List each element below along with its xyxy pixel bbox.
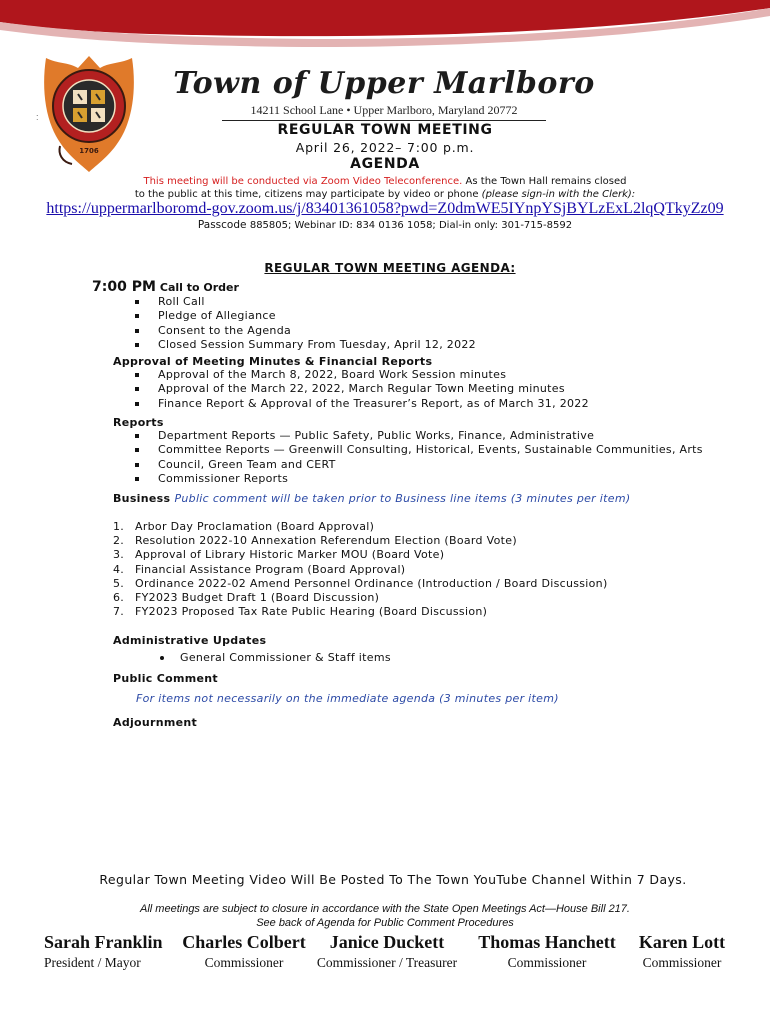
business-heading-line bbox=[113, 492, 733, 505]
passcode-details: 885805; Webinar ID: 834 0136 1058; Dial-in only: 301-715-8592 bbox=[249, 220, 573, 231]
list-item: Closed Session Summary From Tuesday, April 12, 2022 bbox=[113, 338, 733, 352]
agenda-label: AGENDA bbox=[350, 156, 420, 172]
seal-year: 1706 bbox=[79, 147, 99, 155]
public-comment-heading: Public Comment bbox=[113, 672, 218, 685]
zoom-notice-line2 bbox=[0, 189, 770, 200]
minutes-heading: Approval of Meeting Minutes & Financial Reports bbox=[113, 355, 433, 368]
official-entry bbox=[312, 932, 462, 971]
official-role: Commissioner bbox=[642, 955, 722, 970]
reports-section bbox=[113, 416, 733, 487]
call-to-order-list bbox=[113, 295, 733, 353]
official-entry bbox=[180, 932, 308, 971]
list-item: Committee Reports — Greenwill Consulting, Historical, Events, Sustainable Communities, Arts bbox=[113, 443, 733, 457]
list-item: Finance Report & Approval of the Treasurer’s Report, as of March 31, 2022 bbox=[113, 397, 733, 411]
zoom-notice-red: This meeting will be conducted via Zoom Video Teleconference. bbox=[143, 176, 463, 187]
official-name: Karen Lott bbox=[638, 932, 726, 952]
zoom-notice-line1 bbox=[0, 176, 770, 187]
list-item: Department Reports — Public Safety, Public Works, Finance, Administrative bbox=[113, 429, 733, 443]
call-to-order-label: Call to Order bbox=[159, 281, 239, 294]
agenda-heading: REGULAR TOWN MEETING AGENDA: bbox=[264, 261, 516, 275]
town-title: Town of Upper Marlboro bbox=[173, 66, 595, 101]
list-item: 3. Approval of Library Historic Marker MOU (Board Vote) bbox=[113, 548, 445, 562]
list-item: Approval of the March 22, 2022, March Regular Town Meeting minutes bbox=[113, 382, 733, 396]
passcode-label: Passcode bbox=[197, 219, 250, 231]
official-name: Sarah Franklin bbox=[44, 932, 163, 952]
adjournment-heading: Adjournment bbox=[113, 716, 198, 729]
meeting-date: April 26, 2022– 7:00 p.m. bbox=[295, 140, 475, 155]
reports-heading: Reports bbox=[113, 416, 164, 429]
list-item: Commissioner Reports bbox=[113, 472, 733, 486]
meeting-title: REGULAR TOWN MEETING bbox=[277, 122, 493, 138]
list-item: Approval of the March 8, 2022, Board Work Session minutes bbox=[113, 368, 733, 382]
official-role: Commissioner / Treasurer bbox=[316, 955, 458, 970]
official-role: President / Mayor bbox=[44, 955, 141, 970]
adjournment-section bbox=[113, 716, 733, 729]
list-item: 2. Resolution 2022-10 Annexation Referendum Election (Board Vote) bbox=[113, 534, 517, 548]
official-name: Thomas Hanchett bbox=[478, 932, 616, 952]
zoom-notice-rest: As the Town Hall remains closed bbox=[462, 176, 627, 187]
list-item: Consent to the Agenda bbox=[113, 324, 733, 338]
official-entry bbox=[44, 932, 164, 971]
zoom-link[interactable]: https://uppermarlboromd-gov.zoom.us/j/83401361058?pwd=Z0dmWE5IYnpYSjBYLzExL2lqQTkyZz09 bbox=[46, 200, 724, 217]
town-address: 14211 School Lane • Upper Marlboro, Maryland 20772 bbox=[222, 103, 546, 121]
list-item: 5. Ordinance 2022-02 Amend Personnel Ordinance (Introduction / Board Discussion) bbox=[113, 576, 608, 590]
list-item: General Commissioner & Staff items bbox=[113, 651, 733, 665]
admin-section bbox=[113, 634, 733, 665]
business-heading: Business bbox=[113, 492, 171, 505]
public-comment-section bbox=[113, 672, 733, 705]
zoom-notice-line2-text: to the public at this time, citizens may participate by video or phone bbox=[134, 189, 482, 200]
list-item: 7. FY2023 Proposed Tax Rate Public Hearing (Board Discussion) bbox=[113, 605, 488, 619]
youtube-notice: Regular Town Meeting Video Will Be Posted To The Town YouTube Channel Within 7 Days. bbox=[99, 872, 687, 887]
list-item: Pledge of Allegiance bbox=[113, 309, 733, 323]
list-item: 6. FY2023 Budget Draft 1 (Board Discussion) bbox=[113, 591, 380, 605]
passcode-line bbox=[0, 219, 770, 231]
list-item: 4. Financial Assistance Program (Board Approval) bbox=[113, 562, 406, 576]
agenda-time: 7:00 PM bbox=[92, 279, 156, 295]
business-section bbox=[113, 492, 733, 505]
left-margin-mark: : bbox=[36, 112, 39, 122]
closure-line2: See back of Agenda for Public Comment Procedures bbox=[256, 916, 514, 929]
header-swoosh bbox=[0, 0, 770, 52]
admin-heading: Administrative Updates bbox=[113, 634, 267, 647]
minutes-section bbox=[113, 355, 733, 411]
zoom-notice-signin: (please sign-in with the Clerk): bbox=[481, 189, 636, 200]
closure-notice bbox=[0, 903, 770, 930]
official-name: Janice Duckett bbox=[329, 932, 445, 952]
official-entry bbox=[472, 932, 622, 971]
public-comment-note: For items not necessarily on the immediate agenda (3 minutes per item) bbox=[136, 692, 559, 705]
officials-row bbox=[0, 932, 770, 976]
list-item: 1. Arbor Day Proclamation (Board Approval) bbox=[113, 520, 375, 533]
list-item: Council, Green Team and CERT bbox=[113, 458, 733, 472]
official-name: Charles Colbert bbox=[182, 932, 306, 952]
official-role: Commissioner bbox=[204, 955, 284, 970]
business-note: Public comment will be taken prior to Business line items (3 minutes per item) bbox=[174, 492, 631, 505]
official-entry bbox=[636, 932, 728, 971]
list-item: Roll Call bbox=[113, 295, 733, 309]
call-to-order-time bbox=[92, 279, 239, 295]
business-items-list bbox=[113, 520, 733, 619]
closure-line1: All meetings are subject to closure in accordance with the State Open Meetings Act—House Bill 217. bbox=[140, 903, 630, 915]
official-role: Commissioner bbox=[507, 955, 587, 970]
